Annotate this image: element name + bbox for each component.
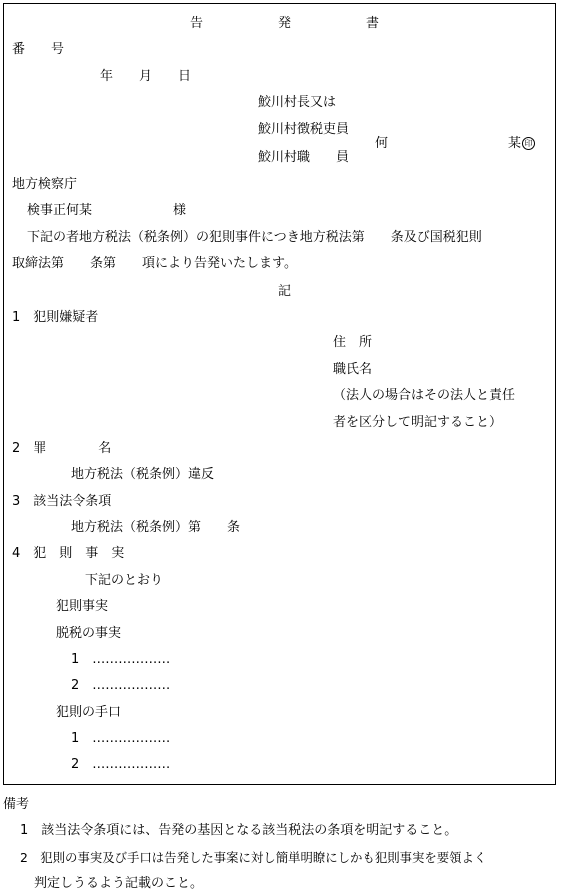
issuer-line-1: 鮫川村長又は [258,95,337,110]
section-4-heading: 4 犯 則 事 実 [12,546,125,561]
addressee-prosecutor: 検事正何某 [27,203,93,218]
method-label: 犯則の手口 [56,705,122,720]
issuer-name-label: 何 [375,136,389,151]
method-item-1: 1 ……………… [71,731,171,746]
evasion-item-1: 1 ……………… [71,652,171,667]
addressee-office: 地方検察庁 [12,177,78,192]
issuer-name-suffix-text: 某 [508,136,522,151]
remarks-item-2-line-2: 判定しうるよう記載のこと。 [34,876,204,891]
suspect-name-title-label: 職氏名 [333,362,373,377]
addressee-honorific: 様 [173,203,187,218]
remarks-item-1: 1 該当法令条項には、告発の基因となる該当税法の条項を明記すること。 [20,823,458,838]
number-label: 番 号 [12,42,65,57]
method-item-2: 2 ……………… [71,757,171,772]
section-3-content: 地方税法（税条例）第 条 [71,520,241,535]
section-2-content: 地方税法（税条例）違反 [71,467,215,482]
date-line: 年 月 日 [100,69,192,84]
issuer-line-3: 鮫川村職 員 [258,150,350,165]
issuer-name-suffix [508,136,535,152]
suspect-note-line-1: （法人の場合はその法人と責任 [333,388,516,403]
suspect-address-label: 住 所 [333,335,373,350]
document-title-char-1: 告 [190,16,204,31]
document-title-char-3: 書 [366,16,380,31]
evasion-item-2: 2 ……………… [71,678,171,693]
remarks-item-2-line-1: 2 犯則の事実及び手口は告発した事案に対し簡単明瞭にしかも犯則事実を要領よく [20,850,487,865]
remarks-heading: 備考 [3,797,30,812]
suspect-note-line-2: 者を区分して明記すること） [333,415,503,430]
body-text-line-2: 取締法第 条第 項により告発いたします。 [12,256,297,271]
evasion-label: 脱税の事実 [56,626,122,641]
body-text-line-1: 下記の者地方税法（税条例）の犯則事件につき地方税法第 条及び国税犯則 [27,230,482,245]
ki-heading: 記 [278,284,292,299]
section-3-heading: 3 該当法令条項 [12,494,112,509]
section-2-heading: 2 罪 名 [12,441,112,456]
facts-label: 犯則事実 [56,599,109,614]
document-title-char-2: 発 [278,16,292,31]
seal-mark: 印 [522,137,535,150]
section-1-heading: 1 犯則嫌疑者 [12,310,99,325]
issuer-line-2: 鮫川村徴税吏員 [258,122,350,137]
section-4-intro: 下記のとおり [85,573,164,588]
